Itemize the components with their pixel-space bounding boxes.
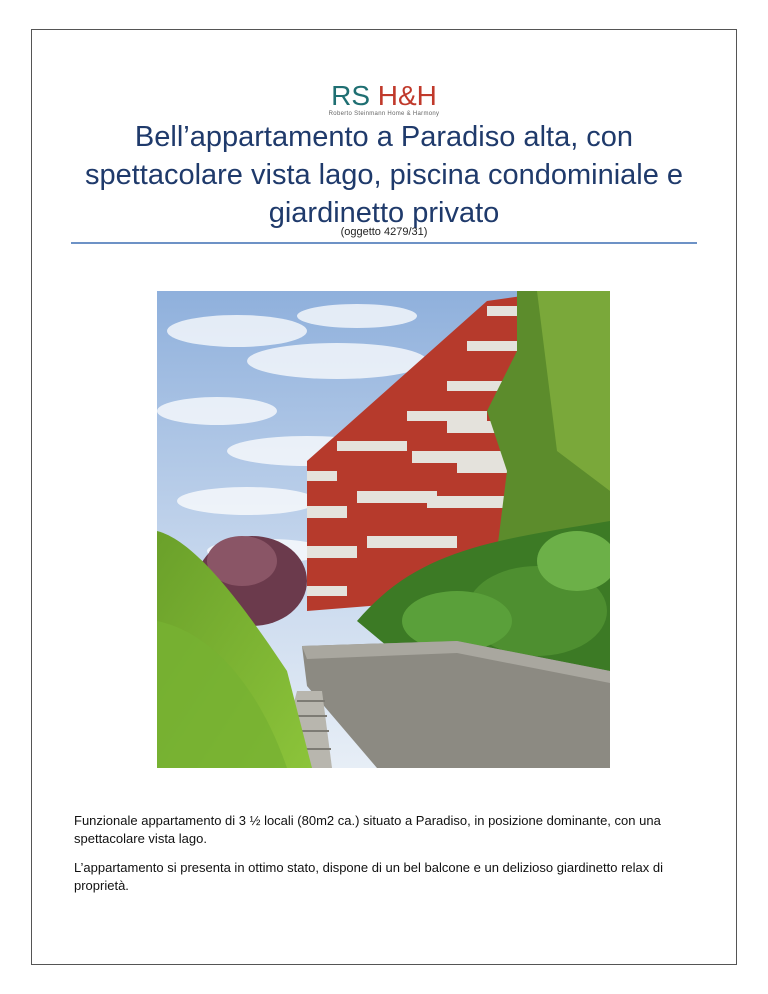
description-paragraph-1: Funzionale appartamento di 3 ½ locali (80m2 ca.) situato a Paradiso, in posizione dominante, con una spettacolare vista lago. (74, 813, 661, 846)
title-divider (71, 242, 697, 244)
company-logo (0, 82, 768, 117)
property-photo (157, 291, 610, 768)
logo-initials-hh: H&H (377, 80, 437, 111)
logo-initials-rs: RS (331, 80, 370, 111)
property-reference: (oggetto 4279/31) (340, 226, 428, 238)
logo-tagline: Roberto Steinmann Home & Harmony (328, 111, 440, 117)
description-paragraph-2: L’appartamento si presenta in ottimo stato, dispone di un bel balcone e un delizioso giardinetto relax di proprietà. (74, 860, 663, 893)
page-title: Bell’appartamento a Paradiso alta, con spettacolare vista lago, piscina condominiale e giardinetto privato (84, 121, 684, 229)
